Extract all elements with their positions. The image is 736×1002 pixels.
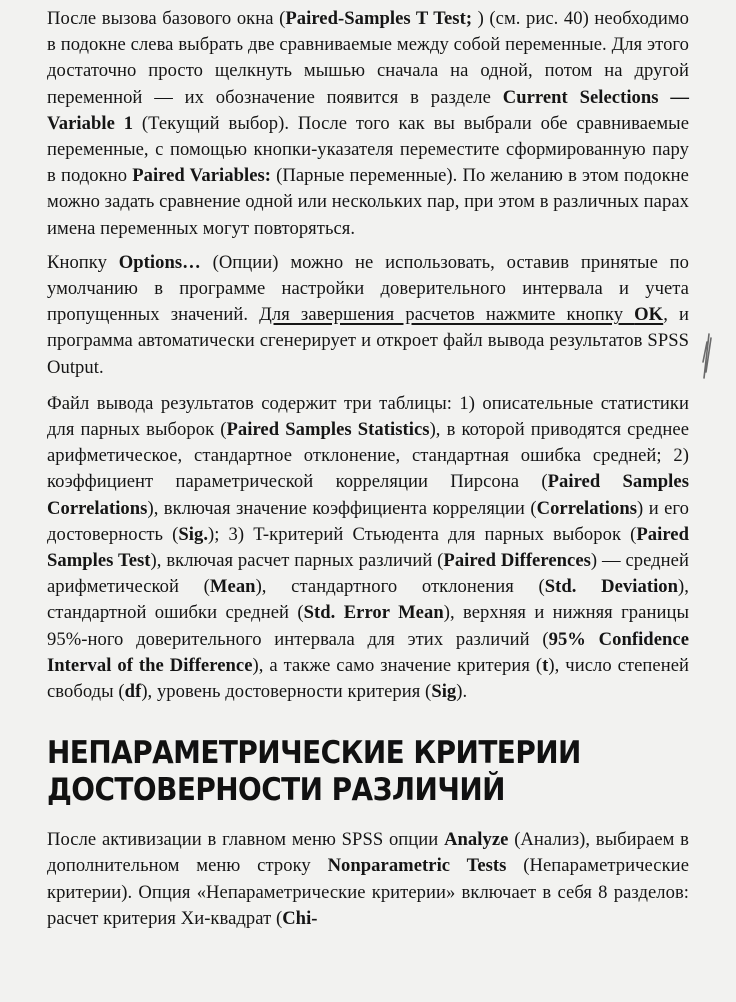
bold-term: Paired-Samples T Test; — [285, 8, 473, 29]
text-run: Файл вывода результатов содержит три таблицы: 1) описательные статистики для парных выборок ( — [47, 392, 689, 441]
section-heading — [47, 735, 625, 809]
bold-term: Paired Samples Test — [47, 523, 689, 572]
bold-term: df — [124, 681, 142, 703]
margin-pencil-mark — [700, 332, 714, 382]
section-heading-line-1: НЕПАРАМЕТРИЧЕСКИЕ КРИТЕРИИ — [47, 735, 581, 772]
bold-term: t — [542, 654, 549, 676]
bold-term: Paired Differences — [443, 550, 591, 572]
text-run: , и программа автоматически сгенерирует и откроет файл вывода результатов SPSS Output. — [47, 304, 690, 378]
text-run: ), уровень достоверности критерия ( — [141, 681, 432, 703]
text-run: ) — средней арифметической ( — [47, 550, 689, 598]
text-run: Для завершения расчетов нажмите кнопку — [259, 304, 635, 326]
bold-term: Std. Deviation — [544, 576, 679, 598]
section-heading-line-2: ДОСТОВЕРНОСТИ РАЗЛИЧИЙ — [47, 772, 505, 809]
bold-term: Mean — [209, 576, 256, 598]
bold-term: Paired Samples Statistics — [226, 419, 430, 441]
text-run: ), число степеней свободы ( — [47, 654, 689, 703]
text-run: (Парные переменные). По желанию в этом подокне можно задать сравнение одной или нескольких пар, при этом в различных парах имена переменных могут повторяться. — [47, 165, 689, 239]
paragraph-output-tables — [47, 391, 689, 705]
text-run: ), включая значение коэффициента корреляции ( — [147, 497, 537, 519]
text-run: ), включая расчет парных различий ( — [150, 550, 444, 572]
bold-term: Correlations — [536, 497, 638, 519]
text-run: ) (см. рис. 40) необходимо в подокне слева выбрать две сравниваемые между собой переменные. Для этого достаточно просто щелкнуть мышью сначала на одной, потом на другой переменной — их обозначение появится в разделе — [47, 8, 689, 108]
text-run: ); 3) T-критерий Стьюдента для парных выборок ( — [208, 523, 637, 545]
bold-term: Paired Samples Correlations — [47, 471, 689, 519]
bold-term: Current Selections — Variable 1 — [47, 86, 689, 134]
paragraph-gap — [47, 381, 689, 391]
pencil-stroke-icon — [700, 332, 714, 382]
bold-term: Sig. — [178, 523, 209, 545]
bold-term: Chi- — [282, 907, 318, 929]
bold-term: Options… — [118, 251, 201, 273]
paragraph-paired-test-setup — [47, 6, 689, 242]
paragraph-options-button — [47, 250, 689, 381]
text-run: ) и его достоверность ( — [47, 497, 689, 545]
bold-term: Std. Error Mean — [303, 602, 444, 624]
text-run: После активизации в главном меню SPSS опции — [47, 829, 445, 851]
text-run: (Анализ), выбираем в дополнительном меню строку — [47, 829, 690, 877]
bold-term: OK — [634, 304, 664, 326]
document-page — [47, 6, 689, 932]
text-run: После вызова базового окна ( — [47, 8, 286, 29]
text-run: (Текущий выбор). После того как вы выбрали обе сравниваемые переменные, с помощью кнопки-указателя переместите сформированную пару в подокно — [47, 112, 689, 187]
text-run: (Опции) можно не использовать, оставив принятые по умолчанию в программе настройки доверительного интервала и учета пропущенных значений. — [47, 251, 690, 326]
text-run: ), стандартной ошибки средней ( — [47, 576, 689, 624]
paragraph-nonparametric-intro — [47, 827, 689, 932]
text-run: ), верхняя и нижняя границы 95%-ного доверительного интервала для этих различий ( — [47, 602, 690, 650]
text-run: ), в которой приводятся среднее арифметическое, стандартное отклонение, стандартная ошибка средней; 2) коэффициент параметрической корреляции Пирсона ( — [47, 419, 689, 493]
text-run: ), а также само значение критерия ( — [252, 654, 543, 676]
text-run: Кнопку — [47, 251, 119, 273]
bold-term: 95% Confidence Interval of the Difference — [47, 628, 689, 676]
text-run: ), стандартного отклонения ( — [255, 576, 545, 598]
bold-term: Nonparametric Tests — [327, 855, 507, 877]
text-run: ). — [456, 681, 468, 703]
bold-term: Paired Variables: — [132, 165, 272, 187]
bold-term: Sig — [431, 681, 457, 703]
text-run: (Непараметрические критерии). Опция «Непараметрические критерии» включает в себя 8 разделов: расчет критерия Хи-квадрат ( — [47, 855, 689, 929]
bold-term: Analyze — [444, 829, 509, 851]
